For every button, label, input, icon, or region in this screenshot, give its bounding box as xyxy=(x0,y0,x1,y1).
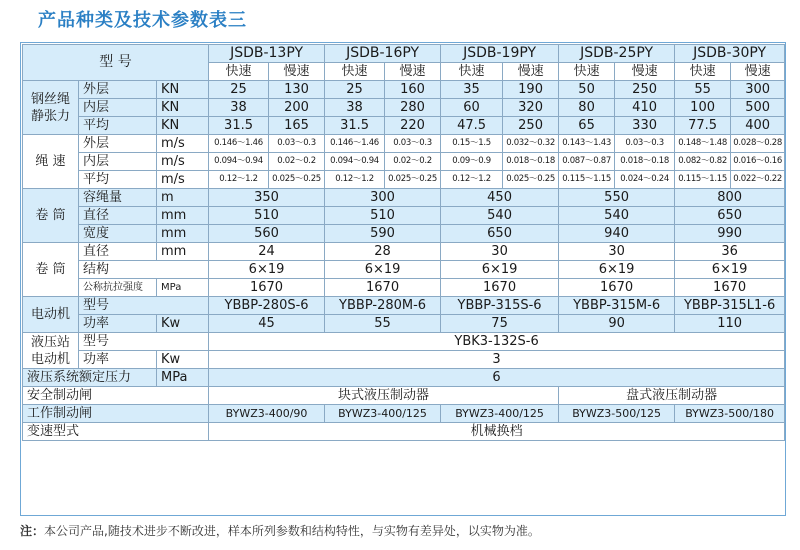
category-drum: 卷 筒 xyxy=(23,189,79,243)
cell: 1670 xyxy=(441,279,559,297)
row-unit: mm xyxy=(157,225,209,243)
fast-header: 快速 xyxy=(559,63,615,81)
cell: 0.148～1.48 xyxy=(675,135,731,153)
header-row-models xyxy=(23,45,785,63)
fast-header: 快速 xyxy=(209,63,269,81)
row-label: 内层 xyxy=(79,99,157,117)
model-header: JSDB-19PY xyxy=(441,45,559,63)
page-title: 产品种类及技术参数表三 xyxy=(38,10,247,31)
cell: 6×19 xyxy=(675,261,785,279)
cell: 0.12～1.2 xyxy=(441,171,503,189)
cell: 3 xyxy=(209,351,785,369)
category-rope-speed: 绳 速 xyxy=(23,135,79,189)
row-label: 液压系统额定压力 xyxy=(23,369,157,387)
row-unit: m xyxy=(157,189,209,207)
cell: 0.018～0.18 xyxy=(503,153,559,171)
cell: 55 xyxy=(675,81,731,99)
table-row xyxy=(23,369,785,387)
cell: 30 xyxy=(559,243,675,261)
cell: YBBP-315M-6 xyxy=(559,297,675,315)
table-row xyxy=(23,225,785,243)
cell: 350 xyxy=(209,189,325,207)
category-hydraulic xyxy=(23,333,79,369)
cell: 510 xyxy=(325,207,441,225)
cell: BYWZ3-500/180 xyxy=(675,405,785,423)
cell: 0.022～0.22 xyxy=(731,171,785,189)
row-label: 型号 xyxy=(79,333,209,351)
model-header: JSDB-13PY xyxy=(209,45,325,63)
cell: 130 xyxy=(269,81,325,99)
cell: BYWZ3-400/90 xyxy=(209,405,325,423)
cell: 6×19 xyxy=(209,261,325,279)
row-label: 功率 xyxy=(79,315,157,333)
cell: 55 xyxy=(325,315,441,333)
table-row xyxy=(23,315,785,333)
table-row xyxy=(23,99,785,117)
row-unit: mm xyxy=(157,243,209,261)
cell: 540 xyxy=(441,207,559,225)
cell: 1670 xyxy=(675,279,785,297)
row-unit: Kw xyxy=(157,351,209,369)
cell: 0.016～0.16 xyxy=(731,153,785,171)
table-row xyxy=(23,387,785,405)
slow-header: 慢速 xyxy=(503,63,559,81)
cell: 650 xyxy=(441,225,559,243)
cell: 24 xyxy=(209,243,325,261)
row-unit: MPa xyxy=(157,279,209,297)
cell: 45 xyxy=(209,315,325,333)
cell: 0.115～1.15 xyxy=(559,171,615,189)
cell: 块式液压制动器 xyxy=(209,387,559,405)
fast-header: 快速 xyxy=(325,63,385,81)
cell: 35 xyxy=(441,81,503,99)
cell: 320 xyxy=(503,99,559,117)
footnote-prefix: 注： xyxy=(20,524,45,538)
row-label: 变速型式 xyxy=(23,423,209,441)
cell: 0.02～0.2 xyxy=(269,153,325,171)
row-unit: KN xyxy=(157,99,209,117)
cell: 550 xyxy=(559,189,675,207)
table-row xyxy=(23,405,785,423)
cell: 990 xyxy=(675,225,785,243)
row-unit: KN xyxy=(157,117,209,135)
model-header: JSDB-16PY xyxy=(325,45,441,63)
table-row xyxy=(23,189,785,207)
slow-header: 慢速 xyxy=(269,63,325,81)
row-label: 内层 xyxy=(79,153,157,171)
table-row xyxy=(23,207,785,225)
cell: 65 xyxy=(559,117,615,135)
cell: 90 xyxy=(559,315,675,333)
row-unit: mm xyxy=(157,207,209,225)
row-label: 平均 xyxy=(79,171,157,189)
slow-header: 慢速 xyxy=(615,63,675,81)
row-label: 型号 xyxy=(79,297,209,315)
cell: 1670 xyxy=(559,279,675,297)
cell: 190 xyxy=(503,81,559,99)
cell: 250 xyxy=(503,117,559,135)
row-unit: MPa xyxy=(157,369,209,387)
table-row xyxy=(23,351,785,369)
cell: 0.025～0.25 xyxy=(269,171,325,189)
row-label: 安全制动闸 xyxy=(23,387,209,405)
cell: 47.5 xyxy=(441,117,503,135)
row-label: 直径 xyxy=(79,207,157,225)
cell: 300 xyxy=(325,189,441,207)
cell: YBBP-280M-6 xyxy=(325,297,441,315)
row-label: 工作制动闸 xyxy=(23,405,209,423)
row-unit: m/s xyxy=(157,135,209,153)
cell: 590 xyxy=(325,225,441,243)
cell: 0.087～0.87 xyxy=(559,153,615,171)
cell: 盘式液压制动器 xyxy=(559,387,785,405)
category-line: 液压站 xyxy=(30,334,70,350)
cell: 250 xyxy=(615,81,675,99)
cell: 450 xyxy=(441,189,559,207)
cell: 160 xyxy=(385,81,441,99)
cell: 220 xyxy=(385,117,441,135)
cell: 0.025～0.25 xyxy=(385,171,441,189)
cell: 110 xyxy=(675,315,785,333)
cell: 0.12～1.2 xyxy=(325,171,385,189)
cell: 400 xyxy=(731,117,785,135)
category-rope-tension xyxy=(23,81,79,135)
cell: 1670 xyxy=(209,279,325,297)
spec-table xyxy=(22,44,785,441)
category-motor: 电动机 xyxy=(23,297,79,333)
slow-header: 慢速 xyxy=(731,63,785,81)
cell: YBBP-315S-6 xyxy=(441,297,559,315)
row-label: 外层 xyxy=(79,135,157,153)
table-row xyxy=(23,171,785,189)
cell: 0.02～0.2 xyxy=(385,153,441,171)
table-row xyxy=(23,261,785,279)
cell: 0.03～0.3 xyxy=(615,135,675,153)
cell: 38 xyxy=(209,99,269,117)
fast-header: 快速 xyxy=(675,63,731,81)
cell: 0.115～1.15 xyxy=(675,171,731,189)
cell: 0.082～0.82 xyxy=(675,153,731,171)
cell: 60 xyxy=(441,99,503,117)
row-unit: KN xyxy=(157,81,209,99)
row-label: 公称抗拉强度 xyxy=(79,279,157,297)
row-label: 容绳量 xyxy=(79,189,157,207)
cell: 560 xyxy=(209,225,325,243)
row-unit: m/s xyxy=(157,171,209,189)
cell: BYWZ3-400/125 xyxy=(441,405,559,423)
cell: 0.12～1.2 xyxy=(209,171,269,189)
cell: 0.03～0.3 xyxy=(269,135,325,153)
row-label: 功率 xyxy=(79,351,157,369)
table-row xyxy=(23,333,785,351)
model-header: JSDB-30PY xyxy=(675,45,785,63)
cell: 0.146～1.46 xyxy=(209,135,269,153)
cell: 940 xyxy=(559,225,675,243)
cell: 31.5 xyxy=(325,117,385,135)
row-label: 宽度 xyxy=(79,225,157,243)
cell: 0.03～0.3 xyxy=(385,135,441,153)
cell: 0.018～0.18 xyxy=(615,153,675,171)
cell: 165 xyxy=(269,117,325,135)
cell: 0.146～1.46 xyxy=(325,135,385,153)
cell: 6×19 xyxy=(441,261,559,279)
table-row xyxy=(23,243,785,261)
cell: 330 xyxy=(615,117,675,135)
footnote xyxy=(20,522,540,539)
category-line: 电动机 xyxy=(30,351,70,367)
category-line: 静张力 xyxy=(30,108,70,124)
cell: 36 xyxy=(675,243,785,261)
cell: 0.032～0.32 xyxy=(503,135,559,153)
cell: 75 xyxy=(441,315,559,333)
cell: 30 xyxy=(441,243,559,261)
cell: YBBP-315L1-6 xyxy=(675,297,785,315)
table-row xyxy=(23,279,785,297)
row-label: 外层 xyxy=(79,81,157,99)
cell: 77.5 xyxy=(675,117,731,135)
cell: 80 xyxy=(559,99,615,117)
cell: 280 xyxy=(385,99,441,117)
cell: 410 xyxy=(615,99,675,117)
cell: 0.025～0.25 xyxy=(503,171,559,189)
cell: 6×19 xyxy=(559,261,675,279)
cell: 25 xyxy=(209,81,269,99)
cell: 机械换档 xyxy=(209,423,785,441)
cell: 100 xyxy=(675,99,731,117)
cell: 0.094～0.94 xyxy=(325,153,385,171)
cell: BYWZ3-400/125 xyxy=(325,405,441,423)
cell: 0.09～0.9 xyxy=(441,153,503,171)
row-label: 直径 xyxy=(79,243,157,261)
cell: 0.143～1.43 xyxy=(559,135,615,153)
cell: 1670 xyxy=(325,279,441,297)
row-unit: Kw xyxy=(157,315,209,333)
table-row xyxy=(23,153,785,171)
table-row xyxy=(23,135,785,153)
cell: 0.024～0.24 xyxy=(615,171,675,189)
cell: YBK3-132S-6 xyxy=(209,333,785,351)
footnote-text: 本公司产品,随技术进步不断改进，样本所列参数和结构特性，与实物有差异处，以实物为准。 xyxy=(44,524,540,538)
cell: 500 xyxy=(731,99,785,117)
category-rope: 卷 筒 xyxy=(23,243,79,297)
cell: 300 xyxy=(731,81,785,99)
row-unit: m/s xyxy=(157,153,209,171)
cell: 0.028～0.28 xyxy=(731,135,785,153)
cell: 28 xyxy=(325,243,441,261)
table-row xyxy=(23,81,785,99)
model-header: JSDB-25PY xyxy=(559,45,675,63)
cell: 510 xyxy=(209,207,325,225)
cell: 38 xyxy=(325,99,385,117)
row-label: 结构 xyxy=(79,261,209,279)
cell: 25 xyxy=(325,81,385,99)
cell: 50 xyxy=(559,81,615,99)
slow-header: 慢速 xyxy=(385,63,441,81)
cell: 800 xyxy=(675,189,785,207)
table-row xyxy=(23,117,785,135)
fast-header: 快速 xyxy=(441,63,503,81)
cell: 0.15～1.5 xyxy=(441,135,503,153)
cell: YBBP-280S-6 xyxy=(209,297,325,315)
cell: 6×19 xyxy=(325,261,441,279)
category-line: 钢丝绳 xyxy=(30,91,70,107)
cell: 0.094～0.94 xyxy=(209,153,269,171)
cell: 200 xyxy=(269,99,325,117)
cell: 31.5 xyxy=(209,117,269,135)
cell: BYWZ3-500/125 xyxy=(559,405,675,423)
table-row xyxy=(23,423,785,441)
type-header: 型 号 xyxy=(23,45,209,81)
cell: 540 xyxy=(559,207,675,225)
table-row xyxy=(23,297,785,315)
cell: 650 xyxy=(675,207,785,225)
cell: 6 xyxy=(209,369,785,387)
row-label: 平均 xyxy=(79,117,157,135)
